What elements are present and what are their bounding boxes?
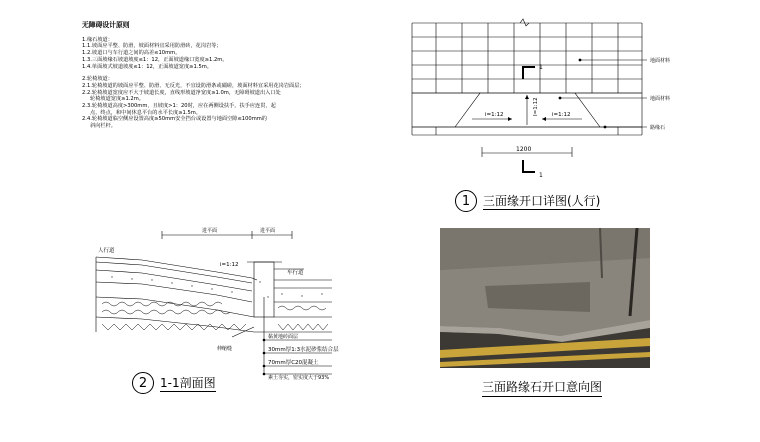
label-edge: 伸缩缝 — [217, 346, 233, 352]
principles-line: 1.3.三面坡缘石坡道坡度≤1：12，正面坡道缘口宽度≥1.2m。 — [82, 56, 228, 63]
principles-line: 点、终点，和中间休息平台的水平长度≥1.5m。 — [90, 109, 202, 116]
principles-line: 2.1.轮椅坡道的坡面应平整、防滑、无反光，不宜设防滑条或礓磋，坡面材料宜采用花岗岩面层； — [82, 82, 305, 89]
detail1-caption — [455, 190, 600, 212]
label-curb: 路缘石 — [650, 125, 666, 131]
layer-1: 黏黄地砖面层 — [268, 334, 299, 340]
label-width: 1200 — [516, 146, 532, 153]
rubble-fill — [102, 302, 328, 330]
label-paving-2: 地面材料 — [650, 96, 671, 102]
layer-4: 素土夯实，密实度大于93% — [268, 375, 330, 381]
curb-opening-plan — [400, 15, 700, 190]
section-drawing — [82, 222, 342, 392]
principles-line: 轮椅坡道宽度≥1.2m。 — [90, 96, 144, 103]
section-mark-bottom: 1 — [539, 172, 543, 179]
label-roadway: 车行道 — [287, 270, 304, 276]
principles-line: 1.缘石坡道： — [82, 36, 113, 43]
dim-right: 进平面 — [260, 228, 276, 234]
concrete-dots — [111, 276, 322, 297]
principles-line: 2.3.轮椅坡道高度>300mm，且坡度>1：20时，应在两侧设扶手，扶手应连贯，起 — [82, 103, 276, 110]
label-sidewalk: 人行道 — [98, 248, 115, 254]
dim-left: 进平面 — [202, 228, 218, 234]
layer-2: 30mm厚1:3水泥砂浆结合层 — [268, 347, 339, 353]
caption-circle-2: 2 — [132, 372, 154, 394]
label-slope-right: i=1:12 — [552, 112, 571, 118]
detail1-caption-text: 三面缘开口详图(人行) — [483, 194, 601, 208]
caption-circle-1: 1 — [455, 190, 477, 212]
label-slope: i=1:12 — [220, 262, 239, 268]
principles-title: 无障碍设计原则 — [82, 21, 130, 29]
principles-line: 1.2.坡道口与车行道之间的高差≤10mm。 — [82, 50, 181, 57]
principles-line: 2.4.轮椅坡道临空侧应设置高度≥50mm安全挡台或设置与地面空隙≤100mm的 — [82, 116, 267, 123]
principles-line: 1.4.单面坡式坡道坡度≤1：12，正面坡道宽度≥1.5m。 — [82, 63, 212, 70]
layer-3: 70mm厚C20混凝土 — [268, 360, 319, 366]
curb-opening-photo — [440, 228, 650, 368]
label-slope-left: i=1:12 — [485, 112, 504, 118]
label-ramp-height: I=1:12 — [533, 97, 539, 116]
principles-line: 2.2.轮椅坡道宽度应不大于坡道长度，直线形坡道净宽度≥1.0m，无障碍坡道出入口处 — [82, 89, 281, 96]
principles-line: 2.轮椅坡道： — [82, 76, 113, 83]
design-principles — [82, 22, 347, 130]
label-paving: 地面材料 — [650, 58, 671, 64]
section-caption-text: 1-1剖面图 — [160, 376, 216, 390]
photo-caption: 三面路缘石开口意向图 — [482, 378, 602, 397]
section-caption — [132, 372, 216, 394]
principles-line: 1.1.坡面应平整、防滑，坡面材料宜采用防滑砖，花岗岩等； — [82, 43, 222, 50]
principles-line: 斜向栏杆。 — [90, 123, 116, 130]
section-mark-top: 1 — [539, 64, 543, 71]
